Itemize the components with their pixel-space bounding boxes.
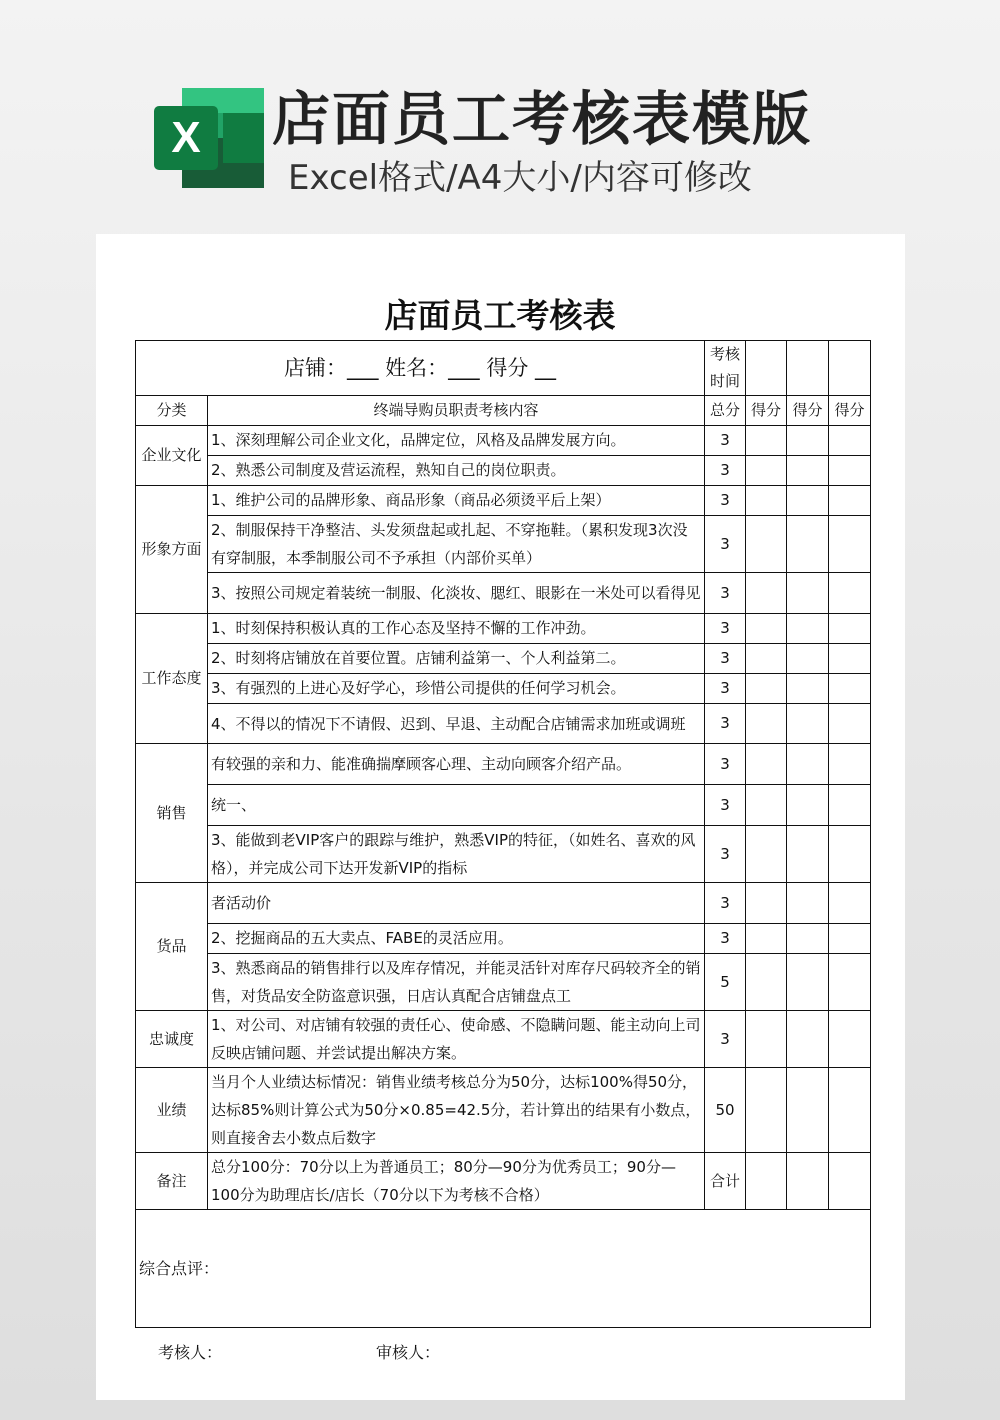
score-cell[interactable] [787,573,829,614]
score-cell[interactable] [746,426,787,456]
form-title: 店面员工考核表 [384,296,616,335]
criterion-text: 3、能做到老VIP客户的跟踪与维护，熟悉VIP的特征，（如姓名、喜欢的风格），并完成公司下达开发新VIP的指标 [208,826,705,883]
score-cell[interactable] [829,516,871,573]
score-cell[interactable] [829,426,871,456]
banner-title: 店面员工考核表模版 [272,85,813,153]
criterion-points: 3 [705,614,746,644]
score-cell[interactable] [746,826,787,883]
score-cell[interactable] [829,826,871,883]
criterion-text: 总分100分：70分以上为普通员工；80分—90分为优秀员工；90分—100分为助理店长/店长（70分以下为考核不合格） [208,1153,705,1210]
score-cell[interactable] [746,744,787,785]
score-cell[interactable] [746,516,787,573]
score-cell[interactable] [787,883,829,924]
score-cell[interactable] [829,704,871,744]
category-cell: 忠诚度 [136,1011,208,1068]
score-cell[interactable] [746,954,787,1011]
score-cell[interactable] [829,744,871,785]
score-cell[interactable] [746,1068,787,1153]
score-cell[interactable] [787,426,829,456]
score-cell[interactable] [787,456,829,486]
score-cell[interactable] [746,644,787,674]
criterion-points: 3 [705,644,746,674]
category-cell: 业绩 [136,1068,208,1153]
score-cell[interactable] [787,785,829,826]
criterion-text: 2、制服保持干净整洁、头发须盘起或扎起、不穿拖鞋。（累积发现3次没有穿制服，本季制服公司不予承担（内部价买单） [208,516,705,573]
criterion-points: 3 [705,674,746,704]
score-cell[interactable] [829,674,871,704]
criterion-text: 3、熟悉商品的销售排行以及库存情况，并能灵活针对库存尺码较齐全的销售，对货品安全防盗意识强，日店认真配合店铺盘点工 [208,954,705,1011]
score-cell[interactable] [746,924,787,954]
category-cell: 销售 [136,744,208,883]
score-cell[interactable] [746,456,787,486]
score-cell[interactable] [787,704,829,744]
score-cell[interactable] [787,954,829,1011]
score-cell[interactable] [787,1153,829,1210]
col-category-header: 分类 [136,396,208,426]
excel-logo-letter: X [171,113,201,162]
criterion-text: 2、挖掘商品的五大卖点、FABE的灵活应用。 [208,924,705,954]
criterion-points: 5 [705,954,746,1011]
score-cell[interactable] [787,826,829,883]
score-cell[interactable] [787,924,829,954]
criterion-text: 3、按照公司规定着装统一制服、化淡妆、腮红、眼影在一米处可以看得见 [208,573,705,614]
col-score-header: 得分 [787,396,829,426]
reviewer-label: 审核人： [376,1343,441,1362]
criterion-text: 1、时刻保持积极认真的工作心态及坚持不懈的工作冲劲。 [208,614,705,644]
criterion-points: 3 [705,1011,746,1068]
score-cell[interactable] [787,1011,829,1068]
score-cell[interactable] [829,924,871,954]
criterion-text: 3、有强烈的上进心及好学心，珍惜公司提供的任何学习机会。 [208,674,705,704]
score-cell[interactable] [829,954,871,1011]
col-total-header: 总分 [705,396,746,426]
score-cell[interactable] [787,516,829,573]
score-cell[interactable] [746,486,787,516]
score-cell[interactable] [829,1068,871,1153]
score-cell[interactable] [829,644,871,674]
criterion-points: 50 [705,1068,746,1153]
criterion-text: 1、深刻理解公司企业文化，品牌定位，风格及品牌发展方向。 [208,426,705,456]
col-score-header: 得分 [746,396,787,426]
criterion-points: 3 [705,826,746,883]
overall-comment-label: 综合点评： [139,1259,220,1278]
score-cell[interactable] [829,883,871,924]
criterion-text: 当月个人业绩达标情况：销售业绩考核总分为50分，达标100%得50分，达标85%则计算公式为50分×0.85=42.5分，若计算出的结果有小数点，则直接舍去小数点后数字 [208,1068,705,1153]
score-cell[interactable] [829,573,871,614]
score-cell[interactable] [829,1011,871,1068]
exam-time-label: 考核时间 [705,341,746,396]
assessment-table [135,340,871,1328]
banner [0,0,1000,230]
criterion-points: 3 [705,744,746,785]
score-cell[interactable] [746,614,787,644]
overall-comment-area[interactable] [136,1210,871,1328]
time-cell[interactable] [746,341,787,396]
category-cell: 工作态度 [136,614,208,744]
score-cell[interactable] [829,785,871,826]
criterion-points: 3 [705,924,746,954]
criterion-points: 3 [705,704,746,744]
score-cell[interactable] [746,1153,787,1210]
criterion-points: 3 [705,486,746,516]
criterion-text: 4、不得以的情况下不请假、迟到、早退、主动配合店铺需求加班或调班 [208,704,705,744]
criterion-text: 1、对公司、对店铺有较强的责任心、使命感、不隐瞒问题、能主动向上司反映店铺问题、并尝试提出解决方案。 [208,1011,705,1068]
total-label: 合计 [705,1153,746,1210]
criterion-text: 有较强的亲和力、能准确揣摩顾客心理、主动向顾客介绍产品。 [208,744,705,785]
score-cell[interactable] [787,674,829,704]
criterion-text: 1、维护公司的品牌形象、商品形象（商品必须烫平后上架） [208,486,705,516]
criterion-text: 2、熟悉公司制度及营运流程，熟知自己的岗位职责。 [208,456,705,486]
criterion-points: 3 [705,573,746,614]
category-cell: 备注 [136,1153,208,1210]
score-cell[interactable] [746,704,787,744]
score-cell[interactable] [787,644,829,674]
criterion-points: 3 [705,516,746,573]
score-cell[interactable] [746,883,787,924]
score-cell[interactable] [829,614,871,644]
criterion-text: 者活动价 [208,883,705,924]
score-cell[interactable] [746,674,787,704]
score-cell[interactable] [746,1011,787,1068]
score-cell[interactable] [787,486,829,516]
score-cell[interactable] [787,1068,829,1153]
col-content-header: 终端导购员职责考核内容 [208,396,705,426]
score-cell[interactable] [829,456,871,486]
criterion-text: 2、时刻将店铺放在首要位置。店铺利益第一、个人利益第二。 [208,644,705,674]
time-cell[interactable] [787,341,829,396]
score-cell[interactable] [829,1153,871,1210]
time-cell[interactable] [829,341,871,396]
banner-subtitle: Excel格式/A4大小/内容可修改 [288,158,752,198]
criterion-points: 3 [705,426,746,456]
score-cell[interactable] [829,486,871,516]
criterion-points: 3 [705,456,746,486]
criterion-points: 3 [705,785,746,826]
form-header-line: 店铺：___ 姓名：___ 得分 __ [136,341,705,396]
category-cell: 货品 [136,883,208,1011]
criterion-text: 统一、 [208,785,705,826]
criterion-points: 3 [705,883,746,924]
col-score-header: 得分 [829,396,871,426]
category-cell: 企业文化 [136,426,208,486]
score-cell[interactable] [746,573,787,614]
excel-icon [154,88,264,188]
category-cell: 形象方面 [136,486,208,614]
score-cell[interactable] [787,614,829,644]
score-cell[interactable] [746,785,787,826]
score-cell[interactable] [787,744,829,785]
examiner-label: 考核人： [158,1343,223,1362]
